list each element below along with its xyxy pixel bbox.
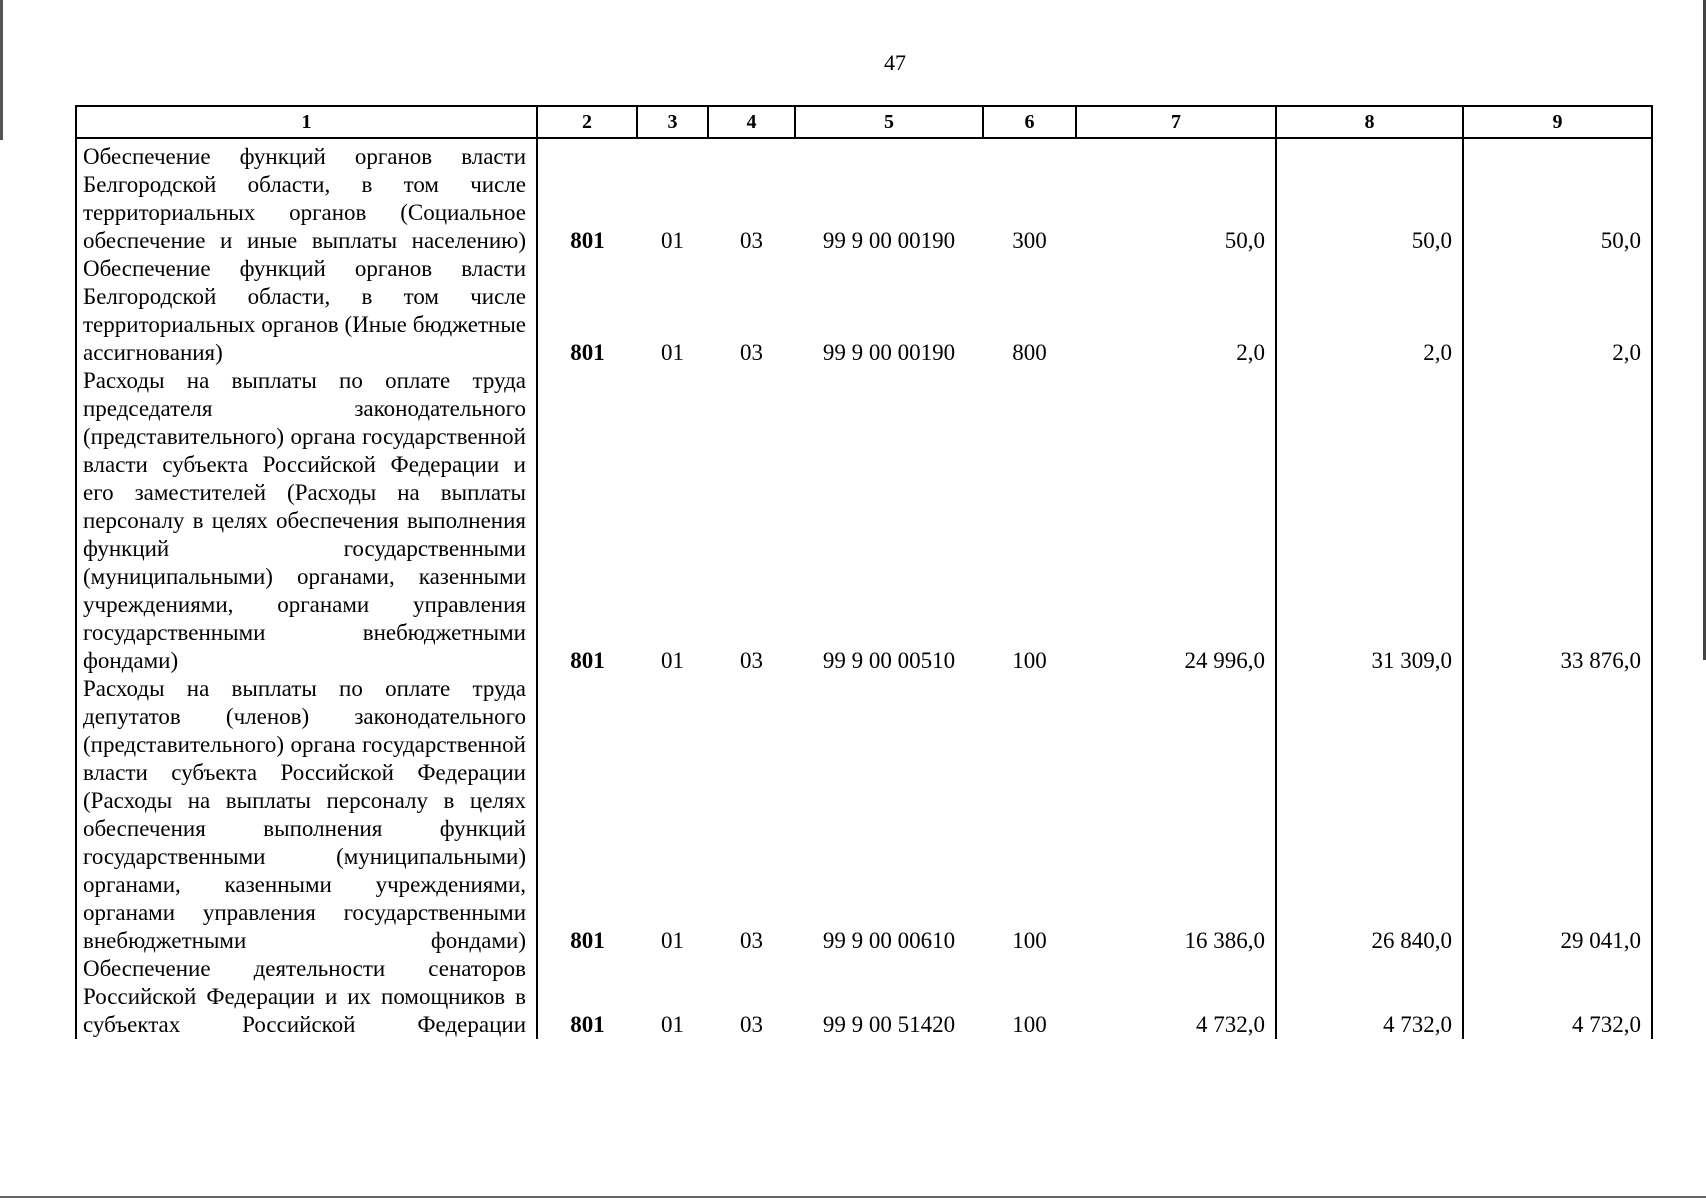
col-header: 2 <box>537 106 637 138</box>
row-csr: 99 9 00 00190 <box>822 228 956 253</box>
col-header: 1 <box>76 106 537 138</box>
row-grbs: 801 <box>537 955 637 1039</box>
row-csr: 99 9 00 00510 <box>822 648 956 673</box>
row-sum-3: 2,0 <box>1463 255 1652 367</box>
row-vr: 100 <box>1012 648 1047 673</box>
row-pr: 03 <box>740 228 763 253</box>
header-row <box>76 106 1652 138</box>
col-header: 5 <box>795 106 983 138</box>
row-description: Обеспечение деятельности сенаторов Российской Федерации и их помощников в субъектах Российской Федерации <box>76 955 537 1039</box>
row-sum-3: 33 876,0 <box>1463 367 1652 675</box>
row-csr: 99 9 00 00190 <box>822 340 956 365</box>
table-row <box>76 138 1652 255</box>
row-vr: 300 <box>1012 228 1047 253</box>
row-description: Обеспечение функций органов власти Белгородской области, в том числе территориальных органов (Социальное обеспечение и иные выплаты населению) <box>76 138 537 255</box>
col-header: 4 <box>708 106 795 138</box>
row-sum-3: 50,0 <box>1463 138 1652 255</box>
table-row <box>76 367 1652 675</box>
table-row <box>76 255 1652 367</box>
row-pr: 03 <box>740 648 763 673</box>
row-sum-2: 31 309,0 <box>1276 367 1463 675</box>
row-pr: 03 <box>740 928 763 953</box>
col-header: 7 <box>1076 106 1276 138</box>
row-sum-2: 26 840,0 <box>1276 675 1463 955</box>
row-vr: 100 <box>1012 928 1047 953</box>
row-rz: 01 <box>661 928 684 953</box>
col-header: 6 <box>983 106 1076 138</box>
row-rz: 01 <box>661 228 684 253</box>
col-header: 9 <box>1463 106 1652 138</box>
row-grbs: 801 <box>537 138 637 255</box>
row-sum-2: 4 732,0 <box>1276 955 1463 1039</box>
row-sum-1: 2,0 <box>1076 255 1276 367</box>
row-sum-2: 2,0 <box>1276 255 1463 367</box>
row-rz: 01 <box>661 648 684 673</box>
row-description: Расходы на выплаты по оплате труда депутатов (членов) законодательного (представительного) органа государственной власти субъекта Российской Федерации (Расходы на выплаты персоналу в целях обеспечения выполнения функций государственными (муниципальными) органами, казенными учреждениями, органами управления государственными внебюджетными фондами) <box>76 675 537 955</box>
row-sum-1: 4 732,0 <box>1076 955 1276 1039</box>
table-row <box>76 955 1652 1039</box>
row-sum-1: 24 996,0 <box>1076 367 1276 675</box>
row-grbs: 801 <box>537 367 637 675</box>
row-sum-3: 4 732,0 <box>1463 955 1652 1039</box>
row-vr: 800 <box>1012 340 1047 365</box>
table-row <box>76 675 1652 955</box>
row-sum-1: 16 386,0 <box>1076 675 1276 955</box>
row-sum-3: 29 041,0 <box>1463 675 1652 955</box>
scan-edge-bottom <box>0 1196 1706 1198</box>
row-sum-1: 50,0 <box>1076 138 1276 255</box>
row-pr: 03 <box>740 1012 763 1037</box>
row-grbs: 801 <box>537 255 637 367</box>
row-sum-2: 50,0 <box>1276 138 1463 255</box>
row-pr: 03 <box>740 340 763 365</box>
col-header: 8 <box>1276 106 1463 138</box>
row-grbs: 801 <box>537 675 637 955</box>
budget-table <box>75 105 1653 1039</box>
row-description: Расходы на выплаты по оплате труда председателя законодательного (представительного) органа государственной власти субъекта Российской Федерации и его заместителей (Расходы на выплаты персоналу в целях обеспечения выполнения функций государственными (муниципальными) органами, казенными учреждениями, органами управления государственными внебюджетными фондами) <box>76 367 537 675</box>
row-rz: 01 <box>661 1012 684 1037</box>
row-csr: 99 9 00 00610 <box>822 928 956 953</box>
row-csr: 99 9 00 51420 <box>822 1012 956 1037</box>
row-rz: 01 <box>661 340 684 365</box>
col-header: 3 <box>637 106 708 138</box>
page-number: 47 <box>884 50 906 75</box>
row-vr: 100 <box>1012 1012 1047 1037</box>
row-description: Обеспечение функций органов власти Белгородской области, в том числе территориальных органов (Иные бюджетные ассигнования) <box>76 255 537 367</box>
